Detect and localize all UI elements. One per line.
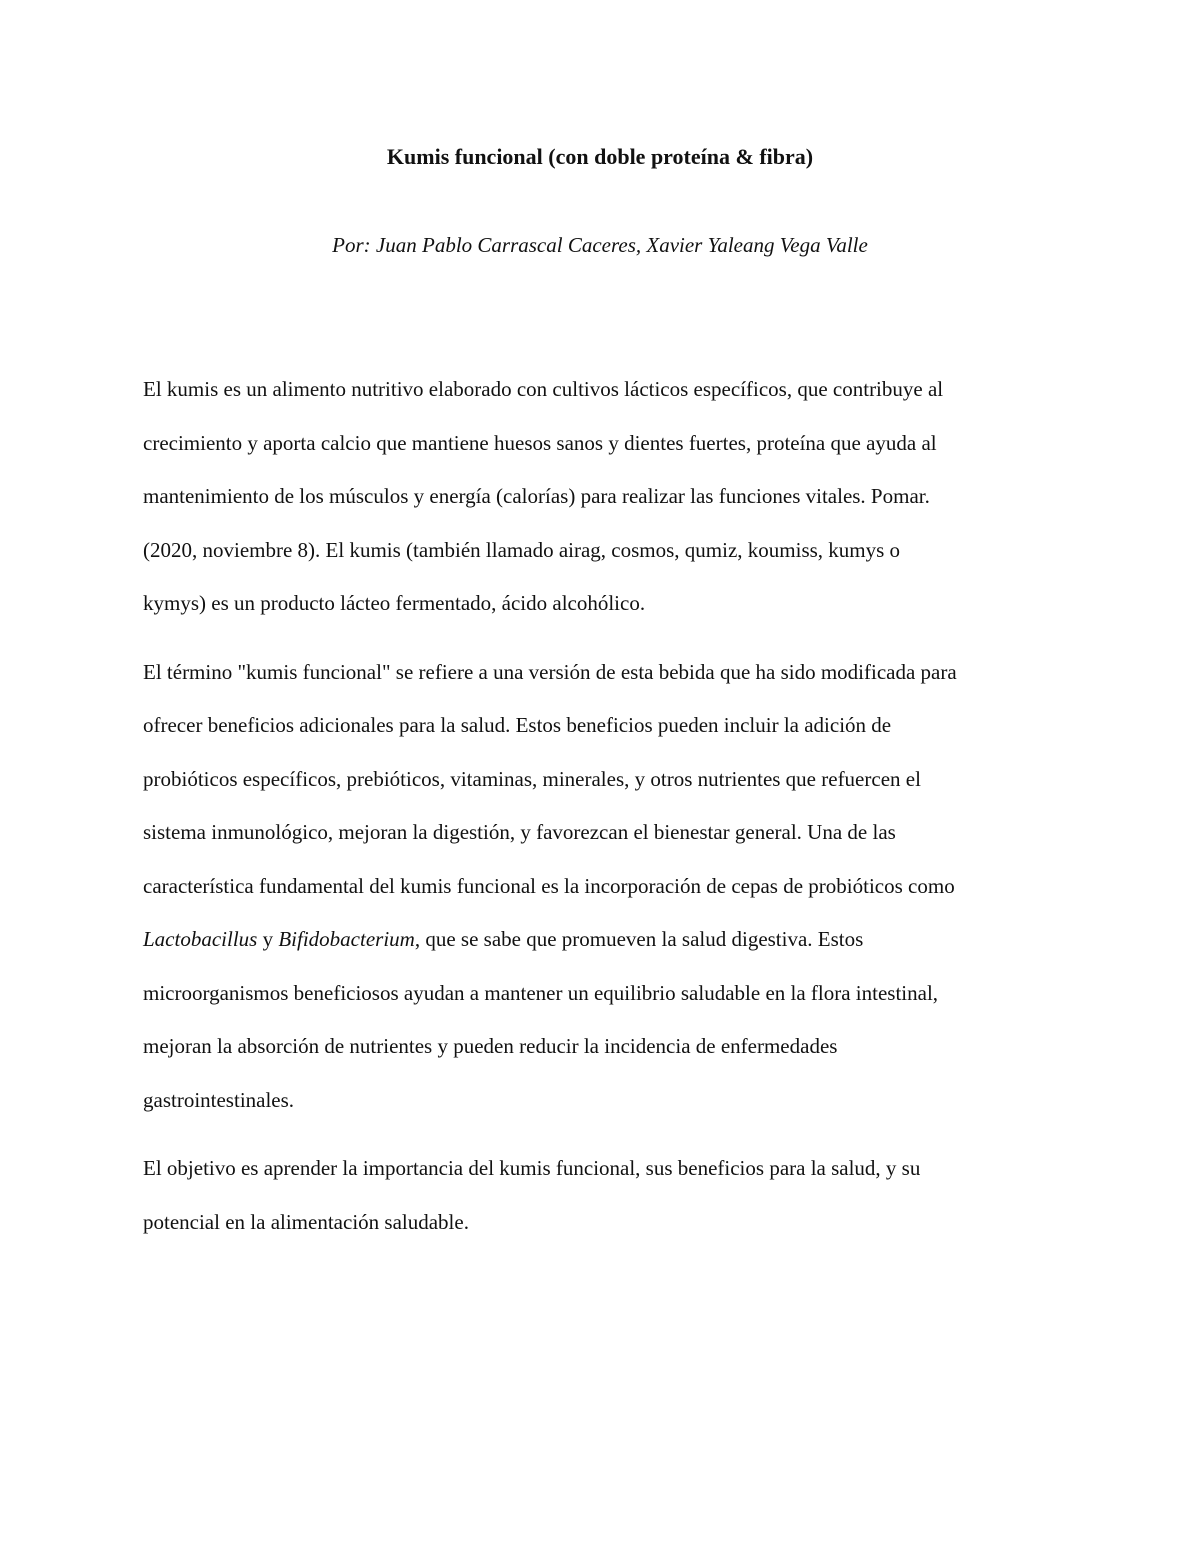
paragraph-2 xyxy=(143,646,1063,1128)
text-line: El objetivo es aprender la importancia del kumis funcional, sus beneficios para la salud, y su xyxy=(143,1156,921,1180)
document-title: Kumis funcional (con doble proteína & fibra) xyxy=(386,144,814,169)
text-line: kymys) es un producto lácteo fermentado, ácido alcohólico. xyxy=(143,591,646,615)
paragraph-3 xyxy=(143,1142,1063,1249)
text-line-italic-terms xyxy=(143,913,1063,967)
text-line: característica fundamental del kumis funcional es la incorporación de cepas de probióticos como xyxy=(143,873,955,898)
italic-term-lactobacillus: Lactobacillus xyxy=(143,927,258,951)
text-line: gastrointestinales. xyxy=(143,1087,295,1112)
text-line: probióticos específicos, prebióticos, vitaminas, minerales, y otros nutrientes que refuercen el xyxy=(143,766,921,791)
document-body xyxy=(143,363,1063,1249)
text-line: mejoran la absorción de nutrientes y pueden reducir la incidencia de enfermedades xyxy=(143,1034,838,1058)
text-line: mantenimiento de los músculos y energía (calorías) para realizar las funciones vitales. Pomar. xyxy=(143,484,930,508)
document-authors: Por: Juan Pablo Carrascal Caceres, Xavier Yaleang Vega Valle xyxy=(332,233,868,257)
text-line: crecimiento y aporta calcio que mantiene huesos sanos y dientes fuertes, proteína que ayuda al xyxy=(143,430,937,455)
text-line: microorganismos beneficiosos ayudan a mantener un equilibrio saludable en la flora intestinal, xyxy=(143,980,939,1005)
text-line: potencial en la alimentación saludable. xyxy=(143,1209,469,1234)
text-line: El kumis es un alimento nutritivo elaborado con cultivos lácticos específicos, que contribuye al xyxy=(143,377,944,401)
paragraph-1 xyxy=(143,363,1063,631)
italic-term-bifidobacterium: Bifidobacterium xyxy=(278,927,415,951)
text-line: ofrecer beneficios adicionales para la salud. Estos beneficios pueden incluir la adición de xyxy=(143,713,892,737)
connector-text: y xyxy=(257,927,279,951)
text-line: (2020, noviembre 8). El kumis (también llamado airag, cosmos, qumiz, koumiss, kumys o xyxy=(143,537,901,562)
line-rest-text: , que se sabe que promueven la salud digestiva. Estos xyxy=(414,927,864,951)
text-line: sistema inmunológico, mejoran la digestión, y favorezcan el bienestar general. Una de las xyxy=(143,820,896,844)
text-line: El término "kumis funcional" se refiere a una versión de esta bebida que ha sido modificada para xyxy=(143,659,957,684)
